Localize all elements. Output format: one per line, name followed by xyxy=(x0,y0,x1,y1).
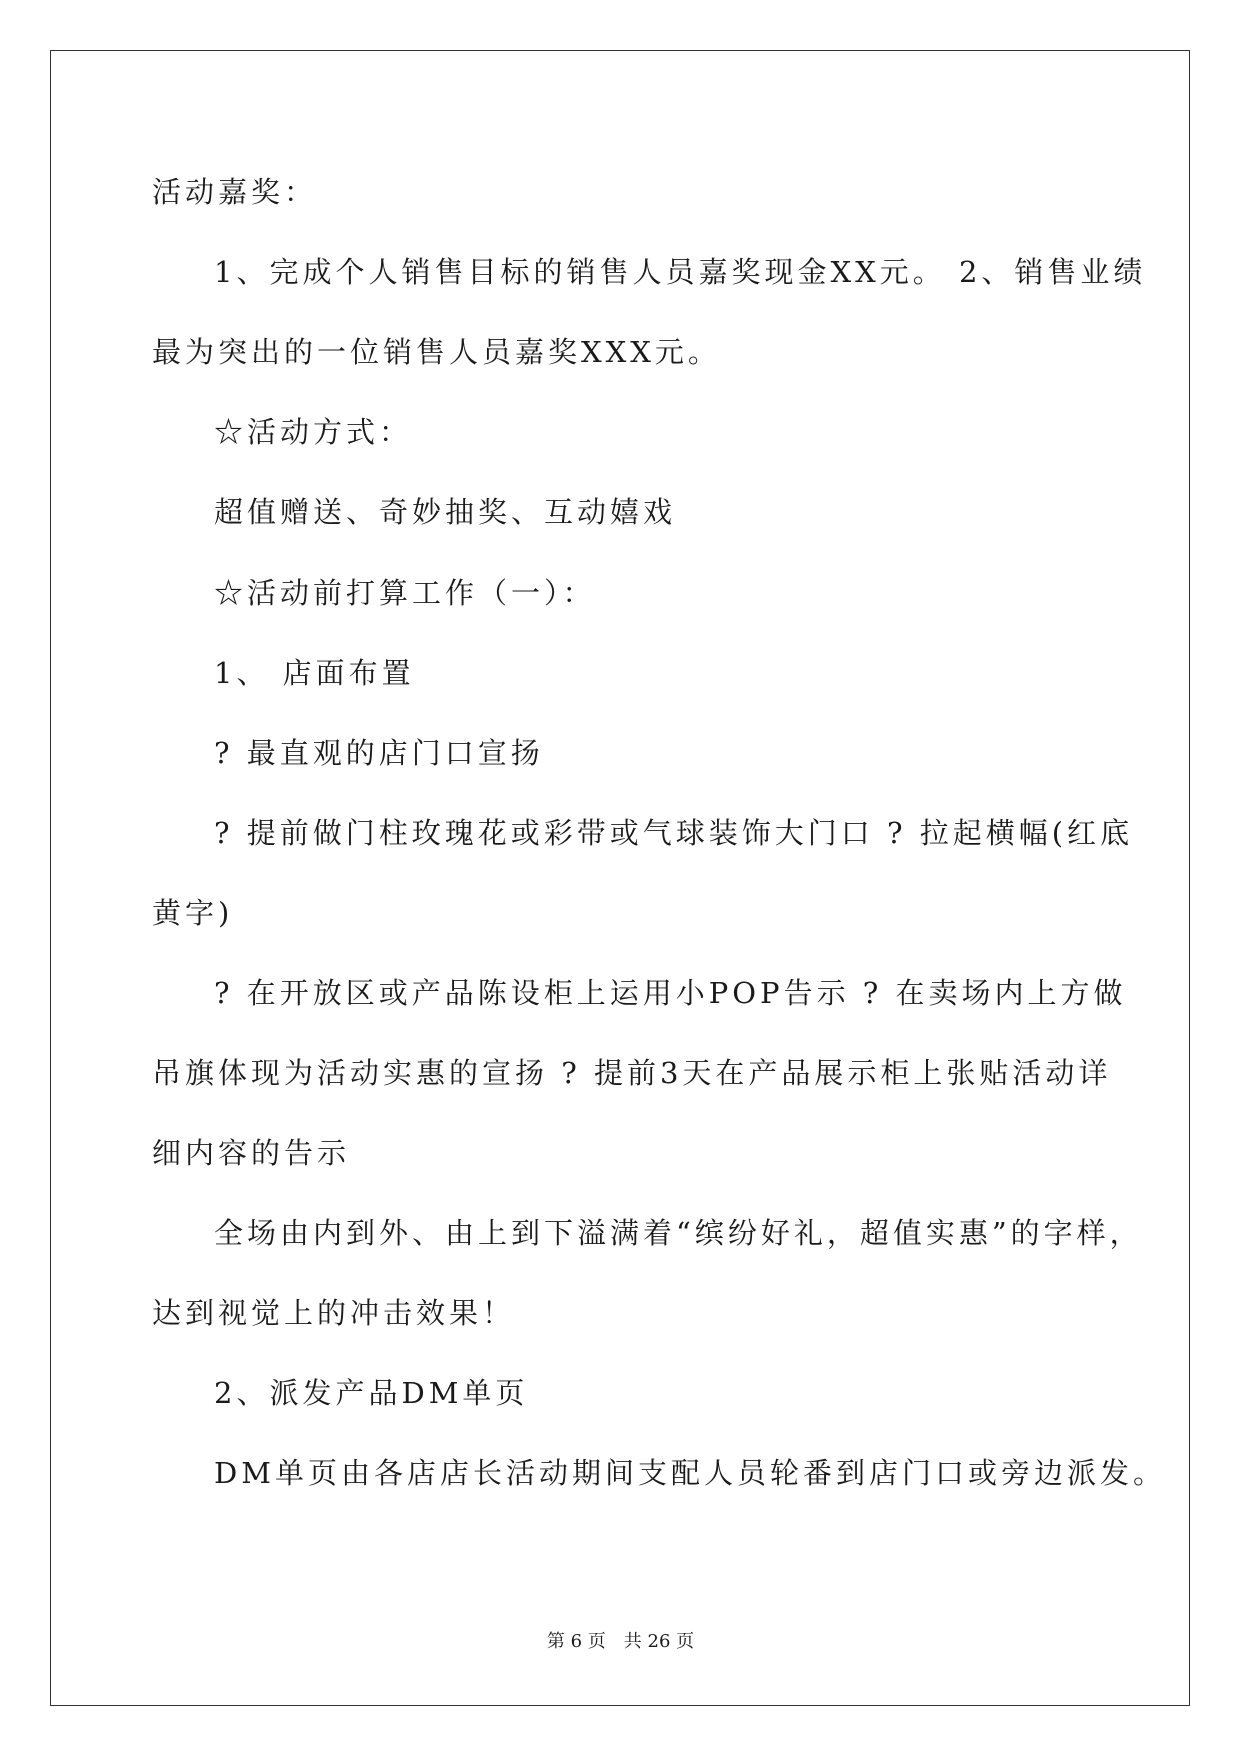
text-line: 达到视觉上的冲击效果！ xyxy=(152,1296,516,1330)
text-line: 吊旗体现为活动实惠的宣扬 ? 提前3天在产品展示柜上张贴活动详 xyxy=(152,1056,1112,1090)
text-line: ? 在开放区或产品陈设柜上运用小POP告示 ? 在卖场内上方做 xyxy=(214,976,1127,1010)
text-line: ? 最直观的店门口宣扬 xyxy=(214,736,544,770)
text-line: ☆活动方式： xyxy=(214,415,413,449)
text-line: ☆活动前打算工作（一）： xyxy=(214,576,596,610)
page-number-footer: 第 6 页 共 26 页 xyxy=(546,1631,695,1652)
text-line: ? 提前做门柱玫瑰花或彩带或气球装饰大门口 ? 拉起横幅(红底 xyxy=(214,816,1134,850)
text-line: 全场由内到外、由上到下溢满着“缤纷好礼，超值实惠”的字样， xyxy=(214,1216,1143,1250)
text-line: 黄字) xyxy=(152,896,234,930)
text-line: 最为突出的一位销售人员嘉奖XXX元。 xyxy=(152,335,721,369)
text-line: 细内容的告示 xyxy=(152,1136,351,1170)
text-line: 超值赠送、奇妙抽奖、互动嬉戏 xyxy=(214,495,677,529)
text-line: 2、派发产品DM单页 xyxy=(214,1376,529,1410)
text-line: 1、完成个人销售目标的销售人员嘉奖现金XX元。 2、销售业绩 xyxy=(214,255,1147,289)
text-line: 1、 店面布置 xyxy=(214,656,415,690)
text-line: DM单页由各店店长活动期间支配人员轮番到店门口或旁边派发。 xyxy=(214,1456,1166,1490)
text-line: 活动嘉奖： xyxy=(152,175,318,209)
